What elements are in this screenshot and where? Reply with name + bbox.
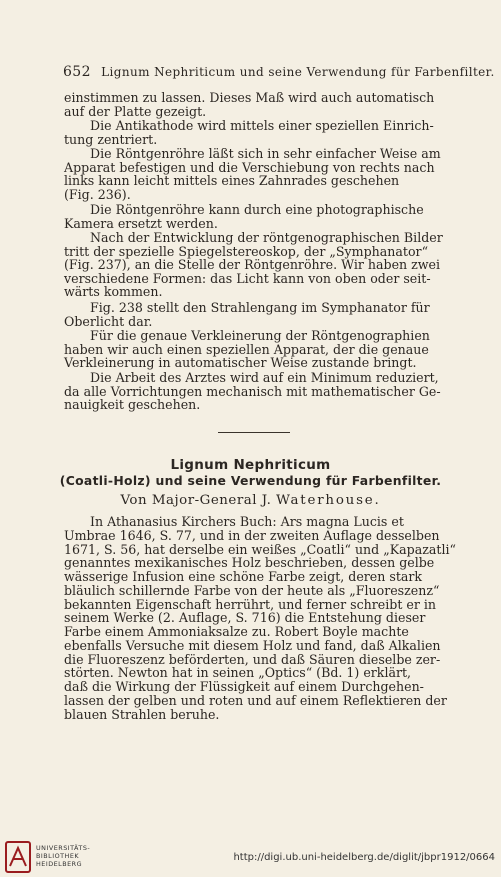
paragraph-roehre-befestigung bbox=[64, 147, 468, 201]
text-line: störten. Newton hat in seinen „Optics“ (Bd. 1) erklärt, bbox=[64, 665, 412, 681]
text-line: ebenfalls Versuche mit diesem Holz und fand, daß Alkalien bbox=[64, 637, 441, 653]
paragraph-arbeit-arzt bbox=[64, 371, 468, 412]
article-subtitle: (Coatli-Holz) und seine Verwendung für Farbenfilter. bbox=[59, 473, 442, 488]
text-line: blauen Strahlen beruhe. bbox=[64, 706, 220, 722]
text-line: Die Arbeit des Arztes wird auf ein Minimum reduziert, bbox=[90, 370, 439, 385]
paragraph-kamera bbox=[64, 203, 468, 230]
text-line: Apparat befestigen und die Verschiebung von rechts nach bbox=[64, 159, 435, 175]
text-line: Die Röntgenröhre läßt sich in sehr einfacher Weise am bbox=[90, 146, 441, 161]
paragraph-symphanator bbox=[64, 231, 468, 299]
text-line: haben wir auch einen speziellen Apparat, der die genaue bbox=[64, 341, 429, 357]
source-url-link[interactable]: http://digi.ub.uni-heidelberg.de/diglit/jbpr1912/0664 bbox=[233, 852, 495, 863]
text-line: lassen der gelben und roten und auf einem Reflektieren der bbox=[64, 692, 447, 708]
running-header bbox=[63, 64, 495, 80]
paragraph-antikathode bbox=[64, 119, 468, 146]
article-author bbox=[0, 493, 501, 508]
text-line: nauigkeit geschehen. bbox=[64, 397, 201, 413]
text-line: tung zentriert. bbox=[64, 131, 158, 147]
text-line: einstimmen zu lassen. Dieses Maß wird auch automatisch bbox=[64, 90, 435, 105]
text-line: Umbrae 1646, S. 77, und in der zweiten Auflage desselben bbox=[64, 527, 440, 543]
text-line: Für die genaue Verkleinerung der Röntgenographien bbox=[90, 328, 430, 343]
page-number: 652 bbox=[63, 64, 91, 80]
text-line: Verkleinerung in automatischer Weise zustande bringt. bbox=[64, 355, 417, 371]
text-line: wässerige Infusion eine schöne Farbe zeigt, deren stark bbox=[64, 569, 423, 584]
text-line: verschiedene Formen: das Licht kann von oben oder seit- bbox=[64, 270, 431, 286]
library-line: UNIVERSITÄTS- bbox=[36, 844, 91, 852]
text-line: die Fluoreszenz beförderten, und daß Säuren dieselbe zer- bbox=[64, 651, 441, 667]
text-line: tritt der spezielle Spiegelstereoskop, der „Symphanator“ bbox=[64, 243, 429, 259]
article-title: Lignum Nephriticum bbox=[170, 457, 331, 473]
university-seal-icon bbox=[4, 840, 32, 874]
text-line: Die Röntgenröhre kann durch eine photographische bbox=[90, 202, 424, 217]
text-line: Die Antikathode wird mittels einer speziellen Einrich- bbox=[90, 118, 434, 133]
library-line: HEIDELBERG bbox=[36, 860, 83, 868]
text-line: wärts kommen. bbox=[64, 284, 163, 300]
paragraph-strahlengang bbox=[64, 301, 468, 328]
library-line: BIBLIOTHEK bbox=[36, 852, 80, 860]
running-title: Lignum Nephriticum und seine Verwendung für Farbenfilter. bbox=[101, 65, 495, 79]
text-line: 1671, S. 56, hat derselbe ein weißes „Coatli“ und „Kapazatli“ bbox=[64, 541, 456, 557]
paragraph-kircher bbox=[64, 515, 468, 721]
text-line: (Fig. 236). bbox=[64, 186, 131, 202]
author-name: Waterhouse. bbox=[276, 493, 381, 508]
text-line: In Athanasius Kirchers Buch: Ars magna Lucis et bbox=[90, 514, 404, 529]
text-line: genanntes mexikanisches Holz beschrieben, dessen gelbe bbox=[64, 555, 435, 571]
text-line: Kamera ersetzt werden. bbox=[64, 215, 218, 231]
text-line: Farbe einem Ammoniaksalze zu. Robert Boyle machte bbox=[64, 624, 409, 639]
text-line: auf der Platte gezeigt. bbox=[64, 103, 207, 119]
text-line: daß die Wirkung der Flüssigkeit auf einem Durchgehen- bbox=[64, 679, 424, 694]
paragraph-continuation bbox=[64, 91, 468, 118]
text-line: bläulich schillernde Farbe von der heute als „Fluoreszenz“ bbox=[64, 582, 440, 598]
text-line: bekannten Eigenschaft herrührt, und ferner schreibt er in bbox=[64, 596, 437, 612]
author-prefix: Von Major-General J. bbox=[120, 493, 272, 508]
library-name bbox=[36, 844, 90, 868]
text-line: Nach der Entwicklung der röntgenographischen Bilder bbox=[90, 230, 443, 245]
digitization-footer bbox=[0, 838, 501, 877]
text-line: links kann leicht mittels eines Zahnrades geschehen bbox=[64, 173, 400, 189]
text-line: (Fig. 237), an die Stelle der Röntgenröhre. Wir haben zwei bbox=[64, 257, 441, 273]
paragraph-verkleinerung bbox=[64, 329, 468, 370]
text-line: da alle Vorrichtungen mechanisch mit mathematischer Ge- bbox=[64, 383, 441, 399]
text-line: seinem Werke (2. Auflage, S. 716) die Entstehung dieser bbox=[64, 610, 426, 626]
text-line: Fig. 238 stellt den Strahlengang im Symphanator für bbox=[90, 300, 430, 315]
section-divider bbox=[218, 432, 290, 433]
text-line: Oberlicht dar. bbox=[64, 313, 153, 329]
